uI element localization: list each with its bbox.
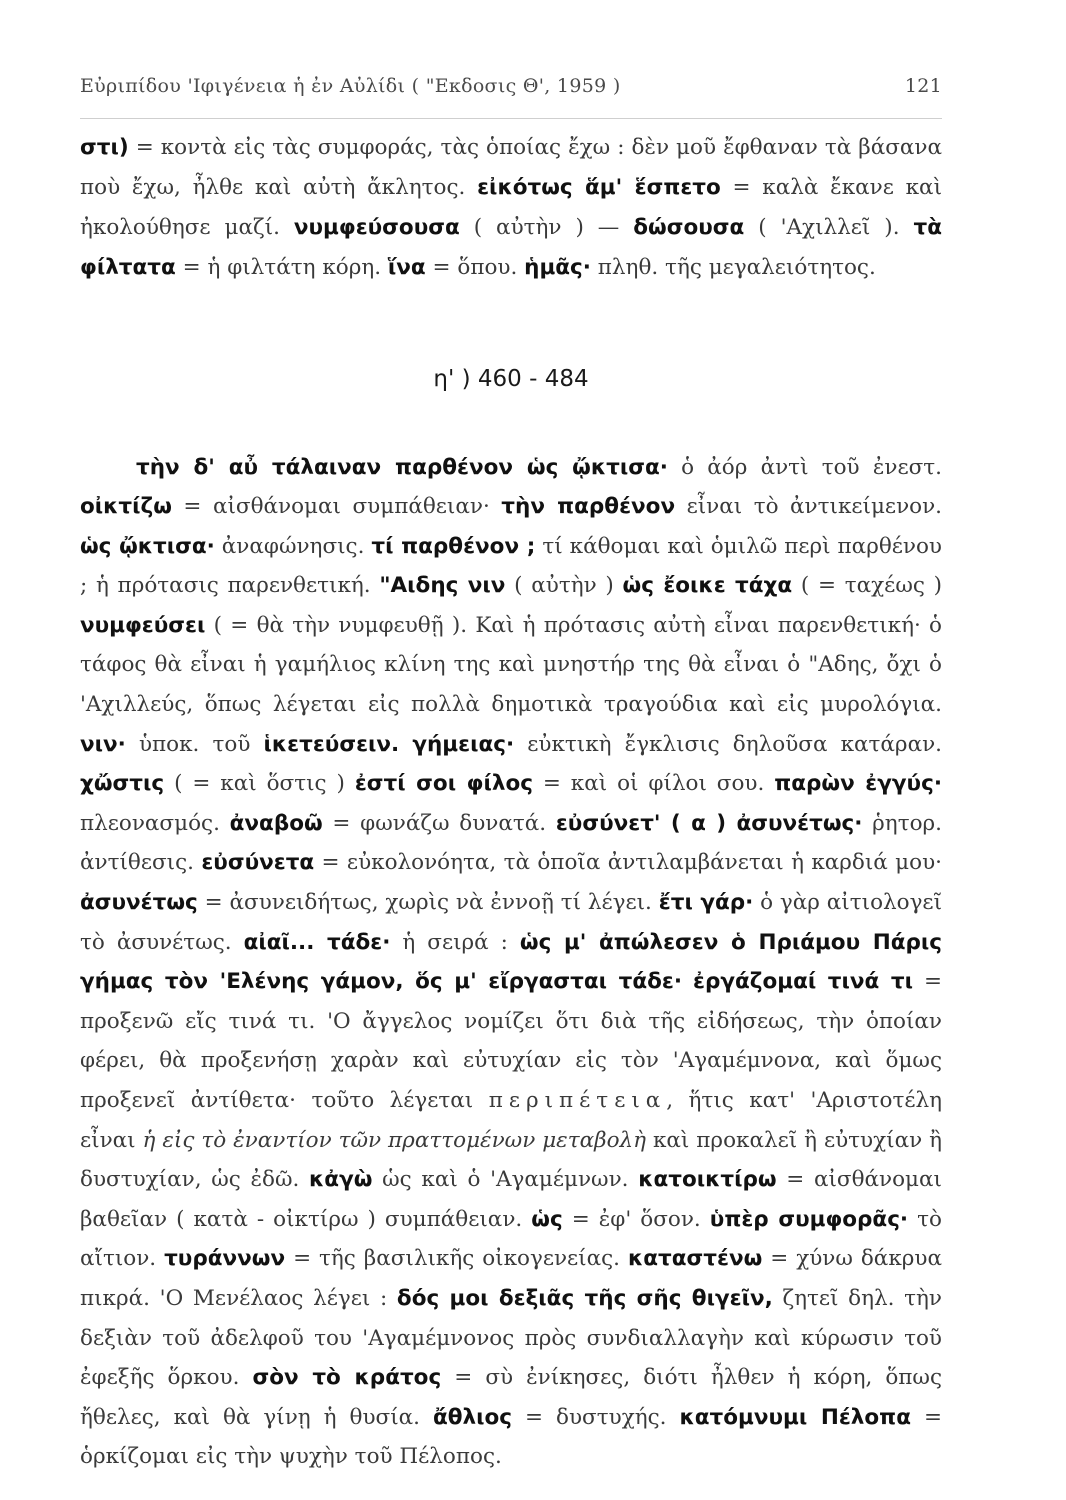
lemma-term: ὡς ἔοικε τάχα <box>622 573 793 599</box>
gloss-text: = δυστυχής. <box>512 1404 680 1430</box>
lemma-term: ἡμᾶς· <box>524 255 591 280</box>
gloss-text: = ἀσυνειδήτως, χωρὶς νὰ ἐννοῇ τί λέγει. <box>197 890 659 916</box>
header-rule <box>80 118 942 119</box>
gloss-text: = σὺ ἐνίκησες, διότι ἦλθεν ἡ κόρη, ὅπως ἤθελες, καὶ θὰ γίνῃ ἡ θυσία. <box>80 1365 942 1430</box>
lemma-term: ἵνα <box>387 255 426 280</box>
lemma-term: κἀγὼ <box>309 1167 373 1193</box>
lemma-term: ἔτι γάρ· <box>658 890 754 916</box>
commentary-paragraph-1 <box>80 128 942 288</box>
gloss-text: = τῆς βασιλικῆς οἰκογενείας. <box>285 1246 628 1272</box>
lemma-term: αἰαῖ... τάδε· <box>243 929 391 955</box>
lemma-term: καταστένω <box>627 1246 763 1272</box>
gloss-text: = φωνάζω δυνατά. <box>322 810 556 836</box>
gloss-text: τί κάθομαι καὶ ὁμιλῶ περὶ παρθένου ; ἡ πρότασις παρενθετική. <box>80 533 943 599</box>
lemma-term: χὤστις <box>80 771 165 797</box>
gloss-text: ὁ ἀόρ ἀντὶ τοῦ ἐνεστ. <box>667 454 942 480</box>
gloss-text: ( = θὰ τὴν νυμφευθῇ ). Καὶ ἡ πρότασις αὐτὴ εἶναι παρενθετική· ὁ τάφος θὰ εἶναι ἡ γαμήλιος κλίνη της καὶ μνηστήρ της θὰ εἶναι ὁ "Αδης, ὄχι ὁ 'Αχιλλεύς, ὅπως λέγεται εἰς πολλὰ δημοτικὰ τραγούδια καὶ εἰς μυρολόγια. <box>80 612 942 718</box>
lemma-term: γήμειας· <box>412 731 515 757</box>
lemma-term: νυμφεύσουσα <box>293 215 460 240</box>
gloss-text: εἶναι τὸ ἀντικείμενον. <box>675 494 942 520</box>
gloss-text: = ἐφ' ὅσον. <box>562 1206 710 1232</box>
lemma-term: ὡς ᾤκτισα· <box>80 533 215 559</box>
lemma-term: εὐσύνετ' ( α ) ἀσυνέτως· <box>555 810 863 836</box>
gloss-text: καὶ προκαλεῖ ἢ εὐτυχίαν ἢ δυστυχίαν, ὡς ἐδῶ. <box>80 1127 942 1193</box>
gloss-text: = αἰσθάνομαι συμπάθειαν· <box>171 494 502 520</box>
running-title: Εὐριπίδου 'Ιφιγένεια ἡ ἐν Αὐλίδι ( "Εκδοσις Θ', 1959 ) <box>80 75 621 97</box>
gloss-text: ῥητορ. ἀντίθεσις. <box>80 810 943 876</box>
gloss-text: τὸ αἴτιον. <box>80 1206 942 1272</box>
gloss-text: = αἰσθάνομαι βαθεῖαν ( κατὰ - οἰκτίρω ) συμπάθειαν. <box>80 1167 942 1232</box>
gloss-text: ζητεῖ δηλ. τὴν δεξιὰν τοῦ ἀδελφοῦ του 'Αγαμέμνονος πρὸς συνδιαλλαγὴν καὶ κύρωσιν τοῦ ἐφεξῆς ὅρκου. <box>80 1285 942 1391</box>
lemma-term: σὸν τὸ κράτος <box>252 1365 442 1391</box>
lemma-term: "Αιδης νιν <box>379 573 506 599</box>
lemma-term: ἀναβοῶ <box>229 810 323 836</box>
lemma-term: ἐργάζομαί τινά τι <box>693 969 914 995</box>
lemma-term: ἀσυνέτως <box>80 890 198 916</box>
commentary-paragraph-2 <box>80 448 942 1477</box>
gloss-text: ὁ γὰρ αἰτιολογεῖ τὸ ἀσυνέτως. <box>80 890 942 955</box>
gloss-text: ( αὐτὴν ) <box>505 573 623 599</box>
lemma-term: παρὼν ἐγγύς· <box>774 771 942 797</box>
lemma-term: κατοικτίρω <box>638 1167 777 1193</box>
lemma-term: δός μοι δεξιᾶς τῆς σῆς θιγεῖν, <box>396 1285 773 1311</box>
gloss-text: ὑποκ. τοῦ <box>125 731 264 757</box>
lemma-term: ἱκετεύσειν. <box>263 731 400 757</box>
lemma-term: τὴν παρθένον <box>501 494 676 520</box>
gloss-text: ( = ταχέως ) <box>792 573 943 599</box>
lemma-term: τυράννων <box>164 1246 286 1272</box>
gloss-text: πλεονασμός. <box>80 810 230 836</box>
lemma-term: εἰκότως ἅμ' ἕσπετο <box>477 175 721 200</box>
lemma-term: νιν· <box>80 731 126 757</box>
gloss-text: = χύνω δάκρυα πικρά. 'Ο Μενέλαος λέγει : <box>80 1246 942 1311</box>
gloss-text: = εὐκολονόητα, τὰ ὁποῖα ἀντιλαμβάνεται ἡ καρδιά μου· <box>314 850 942 876</box>
gloss-text: ὡς καὶ ὁ 'Αγαμέμνων. <box>372 1167 639 1193</box>
gloss-text: περιπέτεια <box>488 1088 667 1113</box>
gloss-text: ( αὐτὴν ) — <box>459 215 634 240</box>
gloss-text: = κοντὰ εἰς τὰς συμφοράς, τὰς ὁποίας ἔχω : δὲν μοῦ ἔφθαναν τὰ βάσανα ποὺ ἔχω, ἦλθε καὶ αὐτὴ ἄκλητος. <box>80 135 942 200</box>
paragraph-text <box>80 128 942 288</box>
running-header <box>80 75 942 107</box>
lemma-term: δώσουσα <box>633 215 745 240</box>
gloss-text: ἡ σειρά : <box>390 929 520 955</box>
gloss-text <box>399 732 412 757</box>
gloss-text: ( = καὶ ὅστις ) <box>164 771 355 797</box>
page-number: 121 <box>904 75 942 97</box>
gloss-text: = προξενῶ εἴς τινά τι. 'Ο ἄγγελος νομίζει ὅτι διὰ τῆς εἰδήσεως, τὴν ὁποίαν φέρει, θὰ προξενήσῃ χαρὰν καὶ εὐτυχίαν εἰς τὸν 'Αγαμέμνονα, καὶ ὅμως προξενεῖ ἀντίθετα· τοῦτο λέγεται <box>80 969 942 1113</box>
section-heading: η' ) 460 - 484 <box>433 366 589 392</box>
gloss-text: = καὶ οἱ φίλοι σου. <box>532 771 775 797</box>
gloss-text: πληθ. τῆς μεγαλειότητος. <box>590 255 876 280</box>
lemma-term: οἰκτίζω <box>80 494 172 520</box>
gloss-text <box>682 969 693 994</box>
lemma-term: εὐσύνετα <box>201 850 315 876</box>
gloss-text: = ἡ φιλτάτη κόρη. <box>175 255 388 280</box>
gloss-text: = ὁρκίζομαι εἰς τὴν ψυχὴν τοῦ Πέλοπος. <box>80 1404 942 1470</box>
gloss-text: = καλὰ ἔκανε καὶ ἠκολούθησε μαζί. <box>80 175 942 240</box>
gloss-text: ( 'Αχιλλεῖ ). <box>744 215 914 240</box>
lemma-term: ἐστί σοι φίλος <box>354 771 533 797</box>
lemma-term: ὡς μ' ἀπώλεσεν ὁ Πριάμου Πάρις γήμας τὸν 'Ελένης γάμον, ὅς μ' εἴργασται τάδε· <box>80 929 942 995</box>
lemma-term: ὑπὲρ συμφορᾶς· <box>709 1206 909 1232</box>
gloss-text: = ὅπου. <box>425 255 525 280</box>
lemma-term: τὴν δ' αὖ τάλαιναν παρθένον ὡς ᾤκτισα· <box>136 454 668 480</box>
lemma-term: ἄθλιος <box>433 1404 513 1430</box>
lemma-term: τί παρθένον ; <box>371 533 536 559</box>
gloss-text: , ἥτις κατ' 'Αριστοτέλη εἶναι <box>80 1088 943 1153</box>
lemma-term: τὰ φίλτατα <box>80 215 942 280</box>
gloss-text: εὐκτικὴ ἔγκλισις δηλοῦσα κατάραν. <box>514 731 942 757</box>
gloss-text: ἀναφώνησις. <box>214 533 372 559</box>
lemma-term: ὡς <box>531 1206 563 1232</box>
lemma-term: κατόμνυμι Πέλοπα <box>679 1404 911 1430</box>
gloss-text: ἡ εἰς τὸ ἐναντίον τῶν πραττομένων μεταβολὴ <box>142 1127 647 1153</box>
lemma-term: στι) <box>80 135 129 160</box>
lemma-term: νυμφεύσει <box>80 612 206 638</box>
